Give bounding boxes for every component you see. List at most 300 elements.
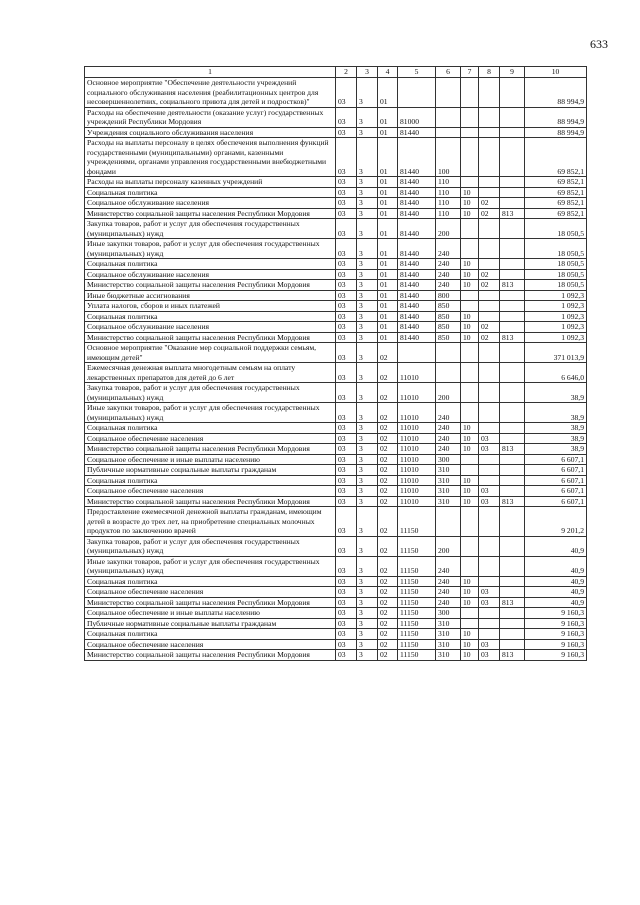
- row-code: 813: [500, 208, 525, 219]
- row-code: 240: [436, 556, 461, 576]
- row-label: Иные закупки товаров, работ и услуг для обеспечения государственных (муниципальных) нужд: [85, 239, 336, 259]
- row-code: 10: [461, 597, 479, 608]
- row-code: 81440: [398, 127, 436, 138]
- row-label: Социальное обеспечение населения: [85, 639, 336, 650]
- row-code: 02: [378, 608, 398, 619]
- table-row: [85, 433, 587, 444]
- row-code: 10: [461, 629, 479, 640]
- row-code: 03: [479, 639, 500, 650]
- row-code: 02: [378, 496, 398, 507]
- table-row: [85, 259, 587, 270]
- row-amount: 18 050,5: [525, 280, 587, 291]
- row-code: 02: [378, 423, 398, 434]
- row-code: 3: [357, 423, 378, 434]
- row-code: 813: [500, 280, 525, 291]
- row-code: [500, 475, 525, 486]
- row-code: [500, 138, 525, 177]
- table-row: [85, 496, 587, 507]
- row-code: 10: [461, 269, 479, 280]
- row-code: 3: [357, 639, 378, 650]
- row-code: 3: [357, 475, 378, 486]
- row-code: 03: [336, 454, 357, 465]
- table-row: [85, 187, 587, 198]
- row-code: [461, 363, 479, 383]
- row-code: [500, 343, 525, 363]
- row-amount: 9 201,2: [525, 507, 587, 537]
- row-label: Социальная политика: [85, 259, 336, 270]
- row-code: 3: [357, 269, 378, 280]
- row-code: [500, 383, 525, 403]
- row-code: [500, 239, 525, 259]
- row-label: Социальное обслуживание населения: [85, 198, 336, 209]
- row-code: [398, 343, 436, 363]
- row-code: [500, 507, 525, 537]
- row-code: [500, 556, 525, 576]
- row-code: [479, 363, 500, 383]
- row-code: [461, 536, 479, 556]
- row-code: 01: [378, 259, 398, 270]
- row-label: Ежемесячная денежная выплата многодетным семьям на оплату лекарственных препаратов для детей до 6 лет: [85, 363, 336, 383]
- row-code: 03: [336, 269, 357, 280]
- row-amount: 18 050,5: [525, 219, 587, 239]
- row-code: 11150: [398, 639, 436, 650]
- table-row: [85, 444, 587, 455]
- row-code: 11010: [398, 403, 436, 423]
- row-code: 11150: [398, 507, 436, 537]
- row-code: 300: [436, 454, 461, 465]
- row-code: 03: [336, 465, 357, 476]
- row-code: [461, 454, 479, 465]
- row-amount: 88 994,9: [525, 107, 587, 127]
- row-label: Предоставление ежемесячной денежной выплаты гражданам, имеющим детей в возрасте до трех лет, на приобретение специальных молочных продуктов по заключению врачей: [85, 507, 336, 537]
- table-body: [85, 78, 587, 661]
- row-code: 02: [479, 322, 500, 333]
- row-code: 03: [479, 433, 500, 444]
- row-code: 11010: [398, 444, 436, 455]
- table-row: [85, 343, 587, 363]
- row-code: [479, 311, 500, 322]
- row-amount: 6 646,0: [525, 363, 587, 383]
- table-row: [85, 301, 587, 312]
- row-code: [436, 127, 461, 138]
- row-code: [461, 465, 479, 476]
- column-header: 1: [85, 67, 336, 78]
- row-code: 300: [436, 608, 461, 619]
- row-code: 10: [461, 259, 479, 270]
- row-code: [479, 259, 500, 270]
- row-code: 02: [378, 650, 398, 661]
- row-code: 850: [436, 332, 461, 343]
- row-label: Министерство социальной защиты населения Республики Мордовия: [85, 496, 336, 507]
- row-code: 110: [436, 198, 461, 209]
- row-amount: 69 852,1: [525, 208, 587, 219]
- row-code: 11150: [398, 587, 436, 598]
- row-code: 01: [378, 198, 398, 209]
- row-code: 03: [336, 301, 357, 312]
- row-code: [461, 301, 479, 312]
- row-code: 10: [461, 650, 479, 661]
- row-code: 01: [378, 332, 398, 343]
- row-code: 03: [336, 127, 357, 138]
- column-header: 2: [336, 67, 357, 78]
- row-code: 200: [436, 219, 461, 239]
- row-code: 03: [336, 629, 357, 640]
- row-code: 02: [378, 444, 398, 455]
- row-amount: 88 994,9: [525, 127, 587, 138]
- row-code: [479, 618, 500, 629]
- row-code: 240: [436, 444, 461, 455]
- row-code: 03: [336, 280, 357, 291]
- row-code: 3: [357, 650, 378, 661]
- row-amount: 1 092,3: [525, 311, 587, 322]
- row-amount: 40,9: [525, 536, 587, 556]
- column-header: 8: [479, 67, 500, 78]
- row-code: 11150: [398, 650, 436, 661]
- column-header: 10: [525, 67, 587, 78]
- row-code: [500, 403, 525, 423]
- row-amount: 9 160,3: [525, 618, 587, 629]
- row-code: 3: [357, 78, 378, 108]
- row-code: [500, 177, 525, 188]
- table-row: [85, 208, 587, 219]
- row-code: 240: [436, 239, 461, 259]
- row-code: [436, 343, 461, 363]
- row-code: 310: [436, 496, 461, 507]
- row-code: 03: [336, 343, 357, 363]
- table-row: [85, 597, 587, 608]
- row-code: 02: [378, 403, 398, 423]
- table-row: [85, 269, 587, 280]
- row-code: [500, 301, 525, 312]
- row-code: 03: [336, 239, 357, 259]
- row-code: 110: [436, 187, 461, 198]
- row-code: 10: [461, 576, 479, 587]
- row-code: 03: [336, 332, 357, 343]
- table-row: [85, 383, 587, 403]
- row-code: 3: [357, 629, 378, 640]
- table-row: [85, 363, 587, 383]
- row-code: [500, 465, 525, 476]
- row-code: 3: [357, 219, 378, 239]
- row-code: 81000: [398, 107, 436, 127]
- row-code: 10: [461, 332, 479, 343]
- table-row: [85, 403, 587, 423]
- row-code: 01: [378, 311, 398, 322]
- row-code: 3: [357, 454, 378, 465]
- row-code: 03: [479, 587, 500, 598]
- row-label: Министерство социальной защиты населения Республики Мордовия: [85, 597, 336, 608]
- row-code: [500, 639, 525, 650]
- row-code: 3: [357, 556, 378, 576]
- row-code: 11150: [398, 556, 436, 576]
- row-code: 240: [436, 280, 461, 291]
- row-code: [479, 403, 500, 423]
- table-row: [85, 618, 587, 629]
- row-code: 03: [336, 433, 357, 444]
- row-code: 03: [336, 507, 357, 537]
- row-code: [500, 107, 525, 127]
- table-header-row: [85, 67, 587, 78]
- table-row: [85, 556, 587, 576]
- row-code: 3: [357, 332, 378, 343]
- row-code: 240: [436, 597, 461, 608]
- row-code: 3: [357, 343, 378, 363]
- page-number: 633: [590, 37, 608, 51]
- row-code: 11010: [398, 465, 436, 476]
- row-code: 02: [378, 507, 398, 537]
- table-row: [85, 629, 587, 640]
- row-code: 02: [378, 486, 398, 497]
- row-code: 813: [500, 597, 525, 608]
- table-row: [85, 639, 587, 650]
- row-code: 3: [357, 239, 378, 259]
- row-code: 03: [336, 536, 357, 556]
- row-code: 240: [436, 259, 461, 270]
- row-code: [500, 454, 525, 465]
- row-code: 01: [378, 219, 398, 239]
- table-row: [85, 239, 587, 259]
- row-amount: 38,9: [525, 383, 587, 403]
- row-code: 01: [378, 187, 398, 198]
- row-code: 200: [436, 536, 461, 556]
- row-code: [500, 423, 525, 434]
- row-label: Расходы на выплаты персоналу в целях обеспечения выполнения функций государственными (муниципальными) органами, казенными учреждениями, органами управления государственными внебюджетными фондами: [85, 138, 336, 177]
- row-code: 01: [378, 239, 398, 259]
- row-code: 11010: [398, 454, 436, 465]
- row-code: [500, 536, 525, 556]
- row-code: [500, 259, 525, 270]
- row-code: 01: [378, 138, 398, 177]
- row-code: 10: [461, 433, 479, 444]
- row-code: 03: [479, 444, 500, 455]
- row-code: 11010: [398, 433, 436, 444]
- row-code: 3: [357, 208, 378, 219]
- row-code: 3: [357, 536, 378, 556]
- column-header: 7: [461, 67, 479, 78]
- row-code: [436, 78, 461, 108]
- row-code: [479, 556, 500, 576]
- row-code: 03: [336, 78, 357, 108]
- row-code: 81440: [398, 138, 436, 177]
- row-code: 81440: [398, 280, 436, 291]
- row-code: 10: [461, 198, 479, 209]
- row-code: 11150: [398, 597, 436, 608]
- row-code: 81440: [398, 208, 436, 219]
- table-row: [85, 198, 587, 209]
- row-amount: 38,9: [525, 423, 587, 434]
- row-code: 02: [378, 556, 398, 576]
- row-code: [500, 198, 525, 209]
- row-label: Социальная политика: [85, 576, 336, 587]
- row-code: [461, 239, 479, 259]
- row-code: [479, 239, 500, 259]
- row-code: 02: [479, 198, 500, 209]
- table-row: [85, 423, 587, 434]
- row-code: 03: [336, 639, 357, 650]
- row-code: 03: [336, 290, 357, 301]
- row-amount: 6 607,1: [525, 465, 587, 476]
- table-row: [85, 138, 587, 177]
- row-code: [479, 107, 500, 127]
- table-row: [85, 650, 587, 661]
- row-code: 11010: [398, 475, 436, 486]
- row-label: Расходы на обеспечение деятельности (оказание услуг) государственных учреждений Республики Мордовия: [85, 107, 336, 127]
- row-amount: 9 160,3: [525, 639, 587, 650]
- row-code: 240: [436, 269, 461, 280]
- row-code: 81440: [398, 219, 436, 239]
- row-code: 11150: [398, 608, 436, 619]
- row-code: 02: [479, 332, 500, 343]
- row-code: [500, 187, 525, 198]
- row-label: Закупка товаров, работ и услуг для обеспечения государственных (муниципальных) нужд: [85, 219, 336, 239]
- row-code: 11010: [398, 363, 436, 383]
- row-amount: 1 092,3: [525, 290, 587, 301]
- row-code: 03: [336, 259, 357, 270]
- row-code: 310: [436, 465, 461, 476]
- row-code: 02: [479, 208, 500, 219]
- column-header: 9: [500, 67, 525, 78]
- row-label: Социальное обеспечение и иные выплаты населению: [85, 454, 336, 465]
- row-code: 03: [336, 107, 357, 127]
- row-label: Министерство социальной защиты населения Республики Мордовия: [85, 280, 336, 291]
- row-amount: 18 050,5: [525, 239, 587, 259]
- row-label: Закупка товаров, работ и услуг для обеспечения государственных (муниципальных) нужд: [85, 383, 336, 403]
- row-code: 01: [378, 107, 398, 127]
- row-amount: 9 160,3: [525, 608, 587, 619]
- row-code: [461, 343, 479, 363]
- row-code: 10: [461, 280, 479, 291]
- row-code: 02: [378, 639, 398, 650]
- row-code: 01: [378, 208, 398, 219]
- row-code: [500, 311, 525, 322]
- row-amount: 18 050,5: [525, 259, 587, 270]
- row-label: Социальная политика: [85, 423, 336, 434]
- row-label: Социальное обслуживание населения: [85, 269, 336, 280]
- row-label: Социальное обеспечение населения: [85, 587, 336, 598]
- row-code: [461, 507, 479, 537]
- table-row: [85, 332, 587, 343]
- row-code: 240: [436, 423, 461, 434]
- row-code: [461, 219, 479, 239]
- row-code: 110: [436, 208, 461, 219]
- row-code: 81440: [398, 259, 436, 270]
- row-code: 3: [357, 608, 378, 619]
- row-code: 3: [357, 177, 378, 188]
- row-code: 813: [500, 444, 525, 455]
- row-code: [461, 556, 479, 576]
- row-amount: 69 852,1: [525, 198, 587, 209]
- row-code: [461, 107, 479, 127]
- row-code: 310: [436, 639, 461, 650]
- table-row: [85, 475, 587, 486]
- table-row: [85, 107, 587, 127]
- row-code: [500, 587, 525, 598]
- row-code: [461, 290, 479, 301]
- row-code: 81440: [398, 269, 436, 280]
- row-code: 03: [336, 444, 357, 455]
- row-code: 02: [378, 343, 398, 363]
- row-code: 02: [378, 618, 398, 629]
- row-amount: 38,9: [525, 433, 587, 444]
- row-code: 01: [378, 290, 398, 301]
- row-code: 81440: [398, 332, 436, 343]
- row-code: 02: [378, 536, 398, 556]
- row-code: 01: [378, 322, 398, 333]
- row-amount: 6 607,1: [525, 486, 587, 497]
- row-code: 81440: [398, 239, 436, 259]
- row-code: 02: [378, 576, 398, 587]
- row-code: [500, 576, 525, 587]
- row-code: [479, 78, 500, 108]
- row-label: Иные закупки товаров, работ и услуг для обеспечения государственных (муниципальных) нужд: [85, 556, 336, 576]
- column-header: 4: [378, 67, 398, 78]
- row-amount: 69 852,1: [525, 177, 587, 188]
- row-code: [479, 629, 500, 640]
- column-header: 5: [398, 67, 436, 78]
- row-amount: 6 607,1: [525, 454, 587, 465]
- table-row: [85, 280, 587, 291]
- row-label: Социальная политика: [85, 629, 336, 640]
- row-code: 10: [461, 486, 479, 497]
- table-row: [85, 311, 587, 322]
- row-label: Учреждения социального обслуживания населения: [85, 127, 336, 138]
- row-label: Социальное обеспечение населения: [85, 486, 336, 497]
- row-code: 10: [461, 587, 479, 598]
- row-code: 240: [436, 433, 461, 444]
- row-code: 81440: [398, 187, 436, 198]
- row-label: Социальная политика: [85, 187, 336, 198]
- row-code: 01: [378, 127, 398, 138]
- row-amount: 18 050,5: [525, 269, 587, 280]
- row-amount: 371 013,9: [525, 343, 587, 363]
- row-code: 03: [336, 177, 357, 188]
- row-code: 3: [357, 507, 378, 537]
- row-code: 310: [436, 618, 461, 629]
- row-label: Уплата налогов, сборов и иных платежей: [85, 301, 336, 312]
- row-code: 3: [357, 486, 378, 497]
- row-code: 800: [436, 290, 461, 301]
- row-code: 3: [357, 127, 378, 138]
- row-amount: 69 852,1: [525, 138, 587, 177]
- row-code: 03: [336, 403, 357, 423]
- row-code: 01: [378, 280, 398, 291]
- row-code: [461, 177, 479, 188]
- row-code: 310: [436, 475, 461, 486]
- row-code: 03: [479, 486, 500, 497]
- row-code: 10: [461, 475, 479, 486]
- row-code: 11010: [398, 383, 436, 403]
- row-code: 03: [336, 138, 357, 177]
- row-code: 02: [378, 475, 398, 486]
- row-code: 3: [357, 301, 378, 312]
- table-row: [85, 576, 587, 587]
- row-code: 100: [436, 138, 461, 177]
- row-amount: 9 160,3: [525, 629, 587, 640]
- row-code: [500, 322, 525, 333]
- row-code: 03: [336, 496, 357, 507]
- row-code: 850: [436, 311, 461, 322]
- row-code: 850: [436, 301, 461, 312]
- row-code: [461, 403, 479, 423]
- row-code: [500, 433, 525, 444]
- row-code: 03: [336, 650, 357, 661]
- row-label: Социальное обеспечение населения: [85, 433, 336, 444]
- row-code: 03: [336, 597, 357, 608]
- row-amount: 69 852,1: [525, 187, 587, 198]
- row-code: 10: [461, 322, 479, 333]
- row-code: [436, 107, 461, 127]
- row-amount: 1 092,3: [525, 332, 587, 343]
